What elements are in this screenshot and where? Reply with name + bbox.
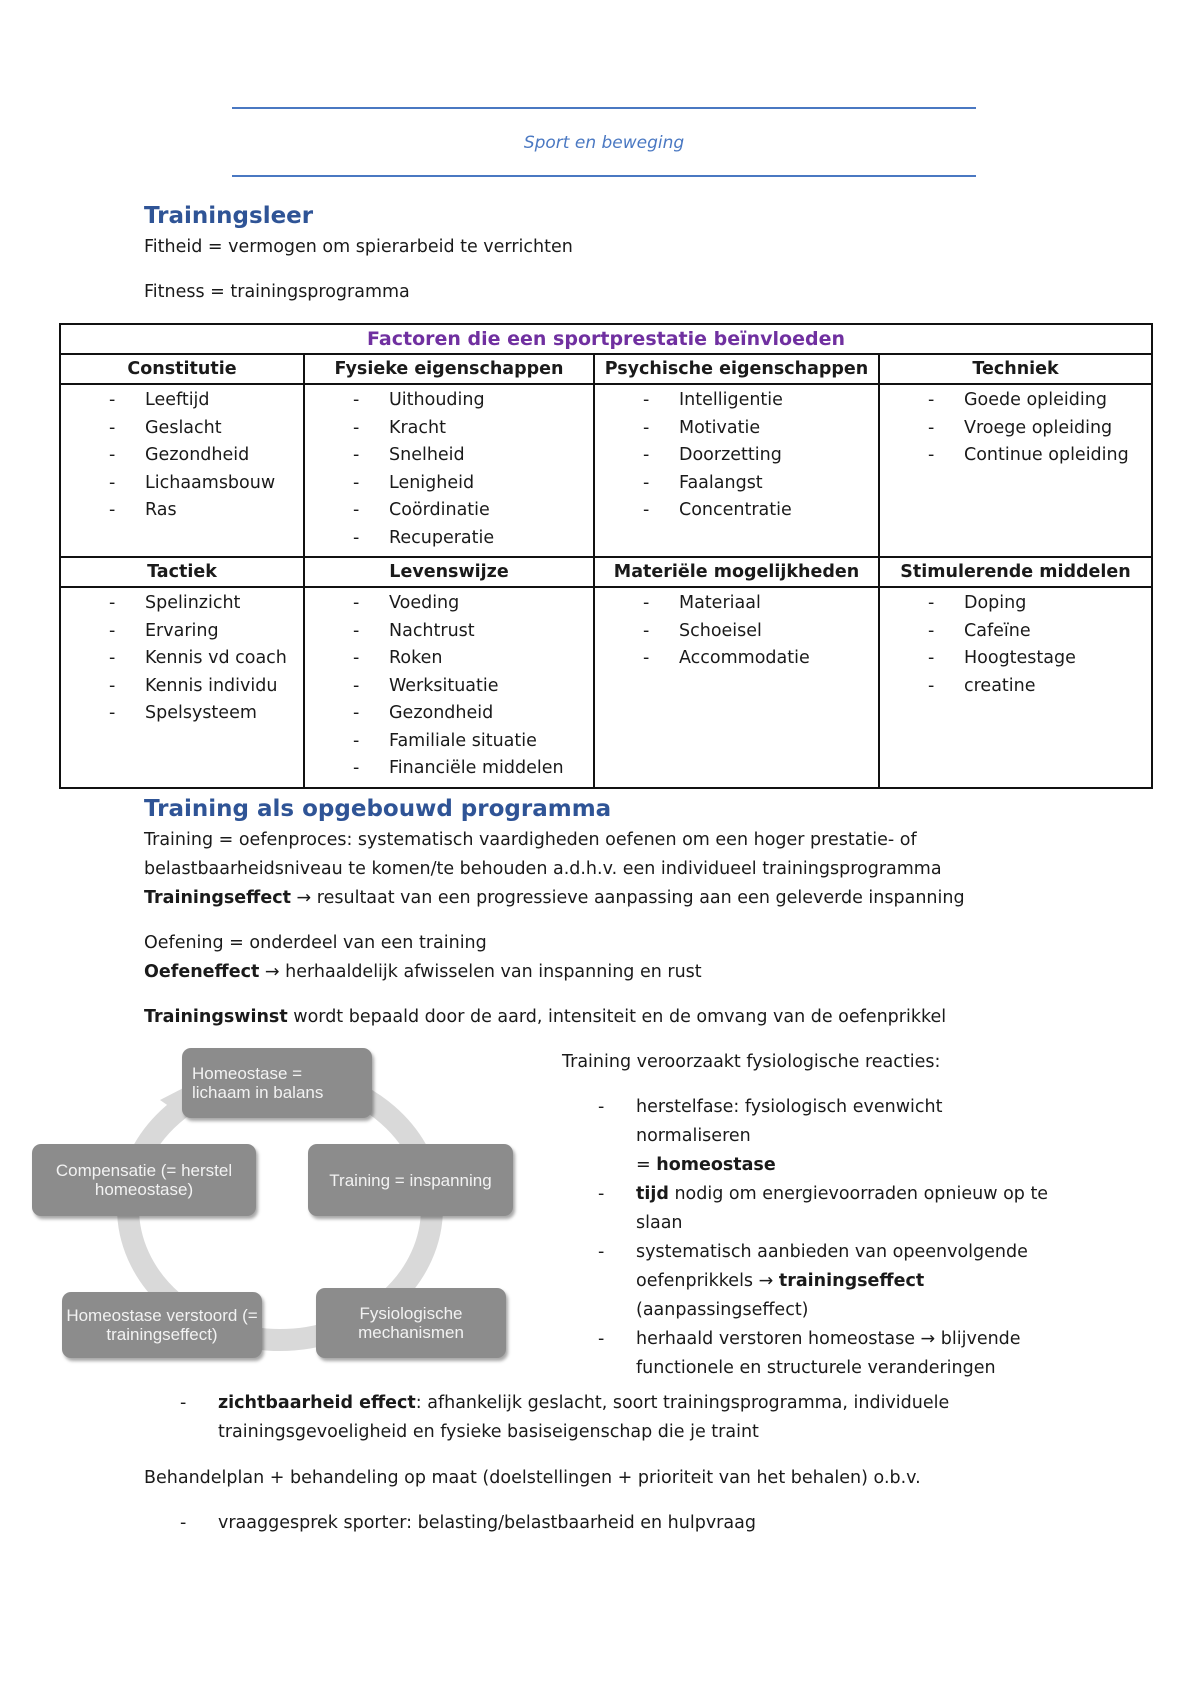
list-item: - tijd nodig om energievoorraden opnieuw op te slaan — [562, 1180, 1048, 1238]
table-cell — [594, 587, 879, 788]
table-cell — [304, 384, 594, 557]
training-definition-line2: belastbaarheidsniveau te komen/te behouden a.d.h.v. een individueel trainingsprogramma — [144, 859, 942, 879]
table-cell — [879, 384, 1152, 557]
list-item: - herhaald verstoren homeostase → blijvende functionele en structurele veranderingen — [562, 1325, 1048, 1383]
list-item: - Lichaamsbouw — [61, 470, 303, 498]
arrow-icon: → — [296, 888, 312, 908]
list-item: - Concentratie — [595, 497, 878, 525]
header-top-rule — [232, 107, 976, 109]
list-item: - herstelfase: fysiologisch evenwicht normaliseren = homeostase — [562, 1093, 1048, 1180]
list-item: - Accommodatie — [595, 645, 878, 673]
oefeneffect-text: herhaaldelijk afwisselen van inspanning en rust — [285, 962, 702, 982]
fitness-definition: Fitness = trainingsprogramma — [144, 282, 410, 302]
arrow-icon: → — [758, 1271, 774, 1291]
vraaggesprek-list — [144, 1509, 756, 1538]
list-item: - Roken — [305, 645, 593, 673]
col-header: Levenswijze — [304, 557, 594, 587]
reactions-list — [562, 1093, 1048, 1383]
list-item: - Spelinzicht — [61, 590, 303, 618]
list-item: - vraaggesprek sporter: belasting/belastbaarheid en hulpvraag — [144, 1509, 756, 1538]
col-header: Stimulerende middelen — [879, 557, 1152, 587]
list-item: - Geslacht — [61, 415, 303, 443]
trainingseffect-line — [144, 884, 965, 913]
trainingseffect-text: resultaat van een progressieve aanpassing aan een geleverde inspanning — [316, 888, 965, 908]
trainingswinst-line — [144, 1003, 946, 1032]
list-item: - Hoogtestage — [880, 645, 1151, 673]
list-item: - Cafeïne — [880, 618, 1151, 646]
list-item: - zichtbaarheid effect: afhankelijk geslacht, soort trainingsprogramma, individuele trainingsgevoeligheid en fysieke basiseigenschap die je traint — [144, 1389, 949, 1447]
table-cell — [594, 384, 879, 557]
list-item: - Intelligentie — [595, 387, 878, 415]
col-header: Psychische eigenschappen — [594, 354, 879, 384]
header-title: Sport en beweging — [523, 133, 685, 153]
trainingseffect-term: Trainingseffect — [144, 888, 291, 908]
col-header: Constitutie — [60, 354, 304, 384]
table-cell — [304, 587, 594, 788]
cycle-node-top: Homeostase = lichaam in balans — [182, 1048, 372, 1118]
oefening-definition: Oefening = onderdeel van een training — [144, 933, 487, 953]
list-item: - Voeding — [305, 590, 593, 618]
heading-trainingsleer: Trainingsleer — [144, 203, 314, 229]
fitheid-definition: Fitheid = vermogen om spierarbeid te verrichten — [144, 237, 573, 257]
list-item: - Ervaring — [61, 618, 303, 646]
table-cell — [60, 587, 304, 788]
list-item: - Uithouding — [305, 387, 593, 415]
cycle-node-right: Training = inspanning — [308, 1144, 513, 1216]
oefeneffect-term: Oefeneffect — [144, 962, 260, 982]
trainingswinst-term: Trainingswinst — [144, 1007, 288, 1027]
list-item: - Snelheid — [305, 442, 593, 470]
list-item: - Continue opleiding — [880, 442, 1151, 470]
list-item: - Lenigheid — [305, 470, 593, 498]
trainingswinst-text: wordt bepaald door de aard, intensiteit en de omvang van de oefenprikkel — [287, 1007, 947, 1027]
list-item: - Spelsysteem — [61, 700, 303, 728]
list-item: - creatine — [880, 673, 1151, 701]
list-item: - Kracht — [305, 415, 593, 443]
list-item: - Kennis individu — [61, 673, 303, 701]
factors-table — [59, 323, 1153, 789]
training-definition-line1: Training = oefenproces: systematisch vaardigheden oefenen om een hoger prestatie- of — [144, 830, 917, 850]
list-item: - Coördinatie — [305, 497, 593, 525]
table-cell — [60, 384, 304, 557]
list-item: - Materiaal — [595, 590, 878, 618]
list-item: - Financiële middelen — [305, 755, 593, 783]
list-item: - Werksituatie — [305, 673, 593, 701]
list-item: - Schoeisel — [595, 618, 878, 646]
list-item: - Vroege opleiding — [880, 415, 1151, 443]
list-item: - Kennis vd coach — [61, 645, 303, 673]
list-item: - Leeftijd — [61, 387, 303, 415]
oefeneffect-line — [144, 958, 702, 987]
arrow-icon: → — [920, 1329, 936, 1349]
list-item: - Nachtrust — [305, 618, 593, 646]
cycle-node-bottom-left: Homeostase verstoord (= trainingseffect) — [62, 1292, 262, 1358]
list-item: - Familiale situatie — [305, 728, 593, 756]
col-header: Techniek — [879, 354, 1152, 384]
list-item: - Faalangst — [595, 470, 878, 498]
heading-training-programma: Training als opgebouwd programma — [144, 796, 612, 822]
zichtbaarheid-list — [144, 1389, 949, 1447]
list-item: - Goede opleiding — [880, 387, 1151, 415]
list-item: - Gezondheid — [305, 700, 593, 728]
arrow-icon: → — [264, 962, 280, 982]
cycle-node-bottom-right: Fysiologische mechanismen — [316, 1288, 506, 1358]
list-item: - Ras — [61, 497, 303, 525]
list-item: - Recuperatie — [305, 525, 593, 553]
table-cell — [879, 587, 1152, 788]
cycle-node-left: Compensatie (= herstel homeostase) — [32, 1144, 256, 1216]
reactions-intro: Training veroorzaakt fysiologische reacties: — [562, 1052, 941, 1072]
list-item: - Gezondheid — [61, 442, 303, 470]
table-title: Factoren die een sportprestatie beïnvloeden — [60, 324, 1152, 354]
list-item: - Doping — [880, 590, 1151, 618]
list-item: - Motivatie — [595, 415, 878, 443]
homeostase-cycle-diagram — [20, 1040, 540, 1370]
list-item: - Doorzetting — [595, 442, 878, 470]
list-item: - systematisch aanbieden van opeenvolgende oefenprikkels → trainingseffect (aanpassingseffect) — [562, 1238, 1048, 1325]
col-header: Tactiek — [60, 557, 304, 587]
header-bottom-rule — [232, 175, 976, 177]
col-header: Materiële mogelijkheden — [594, 557, 879, 587]
col-header: Fysieke eigenschappen — [304, 354, 594, 384]
behandelplan-line: Behandelplan + behandeling op maat (doelstellingen + prioriteit van het behalen) o.b.v. — [144, 1468, 921, 1488]
